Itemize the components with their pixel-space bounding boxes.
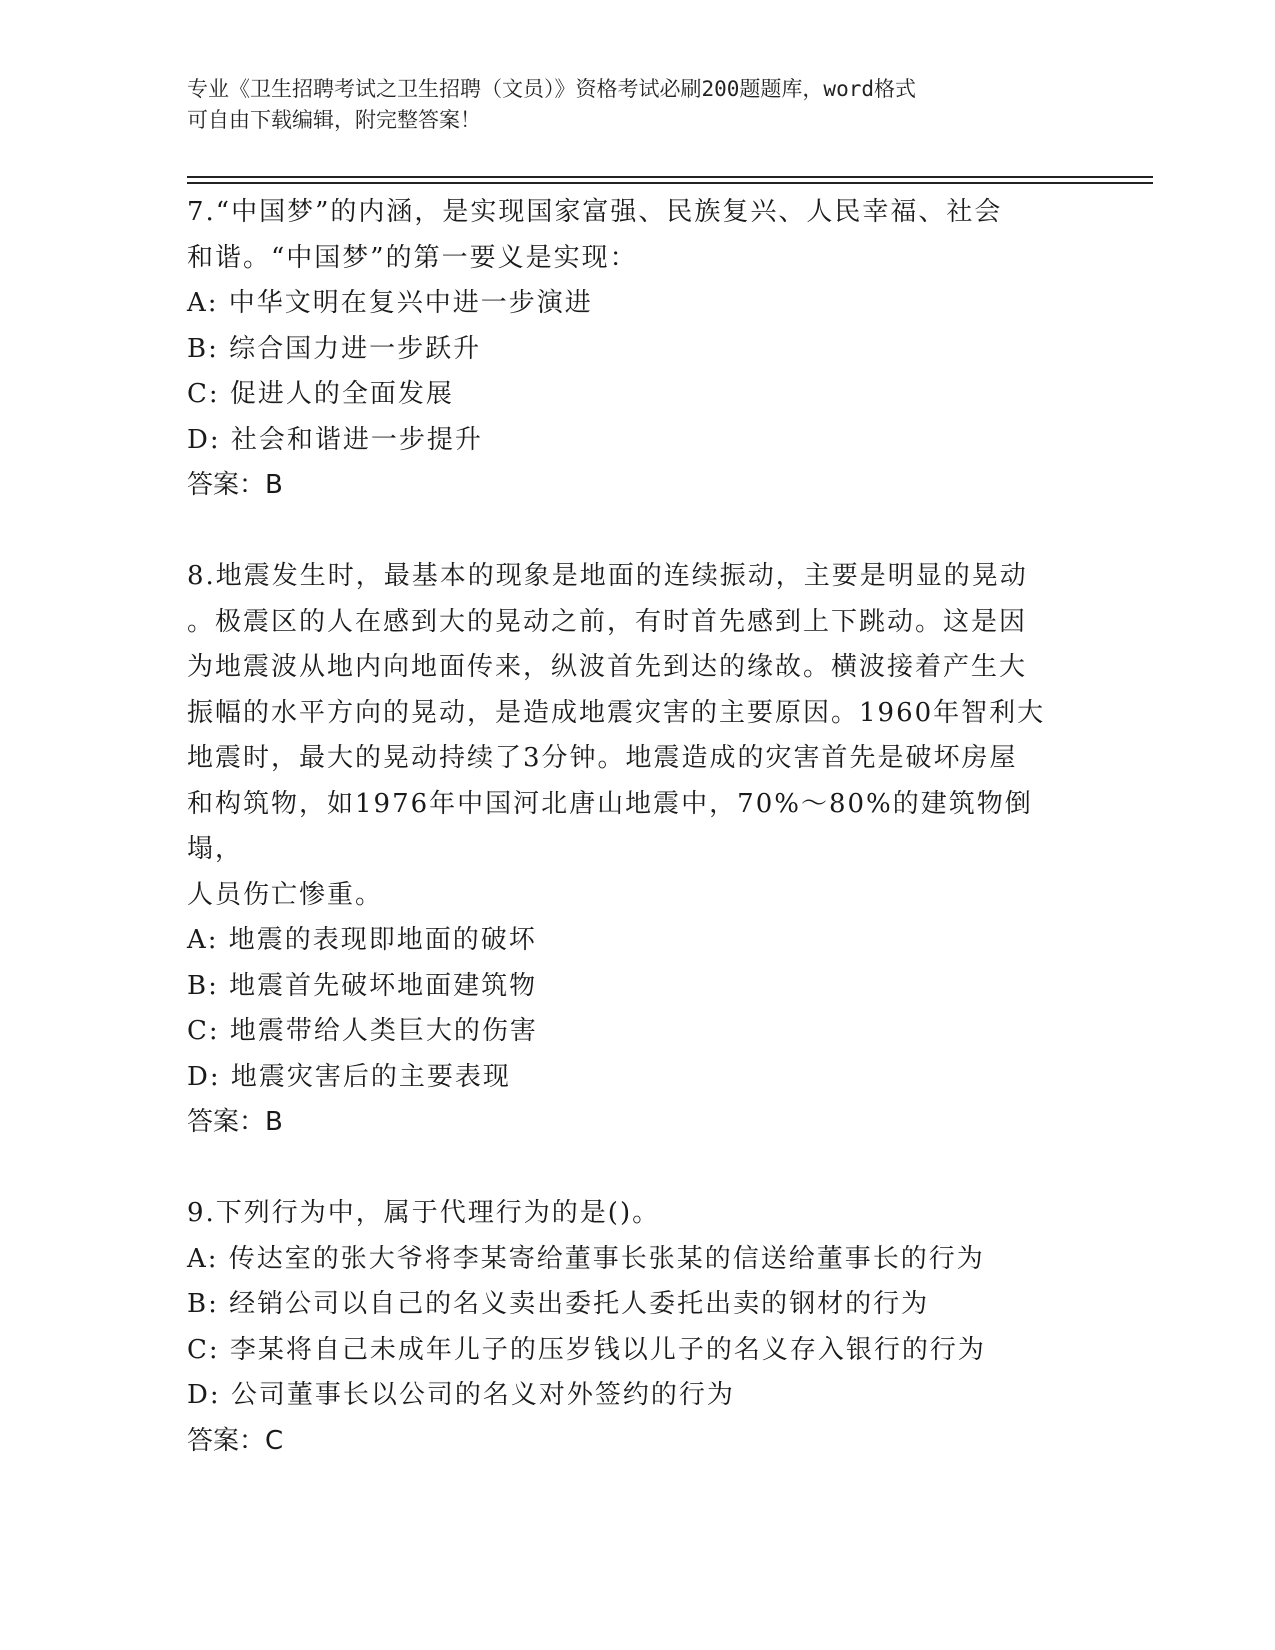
question-text-line: 地震时，最大的晃动持续了3分钟。地震造成的灾害首先是破坏房屋 <box>187 743 1018 773</box>
header-line-1: 专业《卫生招聘考试之卫生招聘（文员）》资格考试必刷200题题库，word格式 <box>187 77 916 101</box>
question-text-line: 为地震波从地内向地面传来，纵波首先到达的缘故。横波接着产生大 <box>187 652 1028 682</box>
question-text-line: 7.“中国梦”的内涵，是实现国家富强、民族复兴、人民幸福、社会 <box>187 197 1003 227</box>
option-a: A: 传达室的张大爷将李某寄给董事长张某的信送给董事长的行为 <box>187 1243 985 1274</box>
question-text-line: 人员伤亡惨重。 <box>187 879 384 910</box>
option-d: D: 社会和谐进一步提升 <box>187 424 483 455</box>
question-7 <box>187 190 1087 508</box>
option-d: D: 地震灾害后的主要表现 <box>187 1061 511 1092</box>
option-c: C: 促进人的全面发展 <box>187 379 454 409</box>
question-spacer <box>187 508 1087 554</box>
option-b: B: 地震首先破坏地面建筑物 <box>187 970 538 1001</box>
question-9 <box>187 1191 1087 1464</box>
question-text-line: 9.下列行为中，属于代理行为的是()。 <box>187 1198 661 1228</box>
option-b: B: 综合国力进一步跃升 <box>187 333 482 364</box>
header-line-2: 可自由下载编辑，附完整答案！ <box>187 108 481 132</box>
option-a: A: 地震的表现即地面的破坏 <box>187 925 537 955</box>
question-text <box>187 190 1087 281</box>
question-text-line: 振幅的水平方向的晃动，是造成地震灾害的主要原因。1960年智利大 <box>187 697 1046 728</box>
question-spacer <box>187 1145 1087 1191</box>
document-header <box>187 74 1067 136</box>
option-c: C: 李某将自己未成年儿子的压岁钱以儿子的名义存入银行的行为 <box>187 1334 986 1365</box>
question-list <box>187 190 1087 1464</box>
option-b: B: 经销公司以自己的名义卖出委托人委托出卖的钢材的行为 <box>187 1289 930 1319</box>
question-text-line: 8.地震发生时，最基本的现象是地面的连续振动，主要是明显的晃动 <box>187 561 1028 591</box>
question-text-line: 和谐。“中国梦”的第一要义是实现： <box>187 242 638 273</box>
header-divider-bottom <box>187 182 1153 184</box>
option-a: A: 中华文明在复兴中进一步演进 <box>187 288 593 318</box>
question-text <box>187 1191 1087 1237</box>
option-d: D: 公司董事长以公司的名义对外签约的行为 <box>187 1380 735 1410</box>
header-divider-top <box>187 176 1153 178</box>
question-8 <box>187 554 1087 1145</box>
answer-label: 答案：B <box>187 1107 283 1137</box>
question-text-line: 。极震区的人在感到大的晃动之前，有时首先感到上下跳动。这是因 <box>187 606 1028 637</box>
option-c: C: 地震带给人类巨大的伤害 <box>187 1016 538 1046</box>
question-text <box>187 554 1087 918</box>
question-text-line: 和构筑物，如1976年中国河北唐山地震中，70%～80%的建筑物倒塌， <box>187 788 1033 864</box>
answer-label: 答案：C <box>187 1425 284 1456</box>
answer-label: 答案：B <box>187 470 283 500</box>
